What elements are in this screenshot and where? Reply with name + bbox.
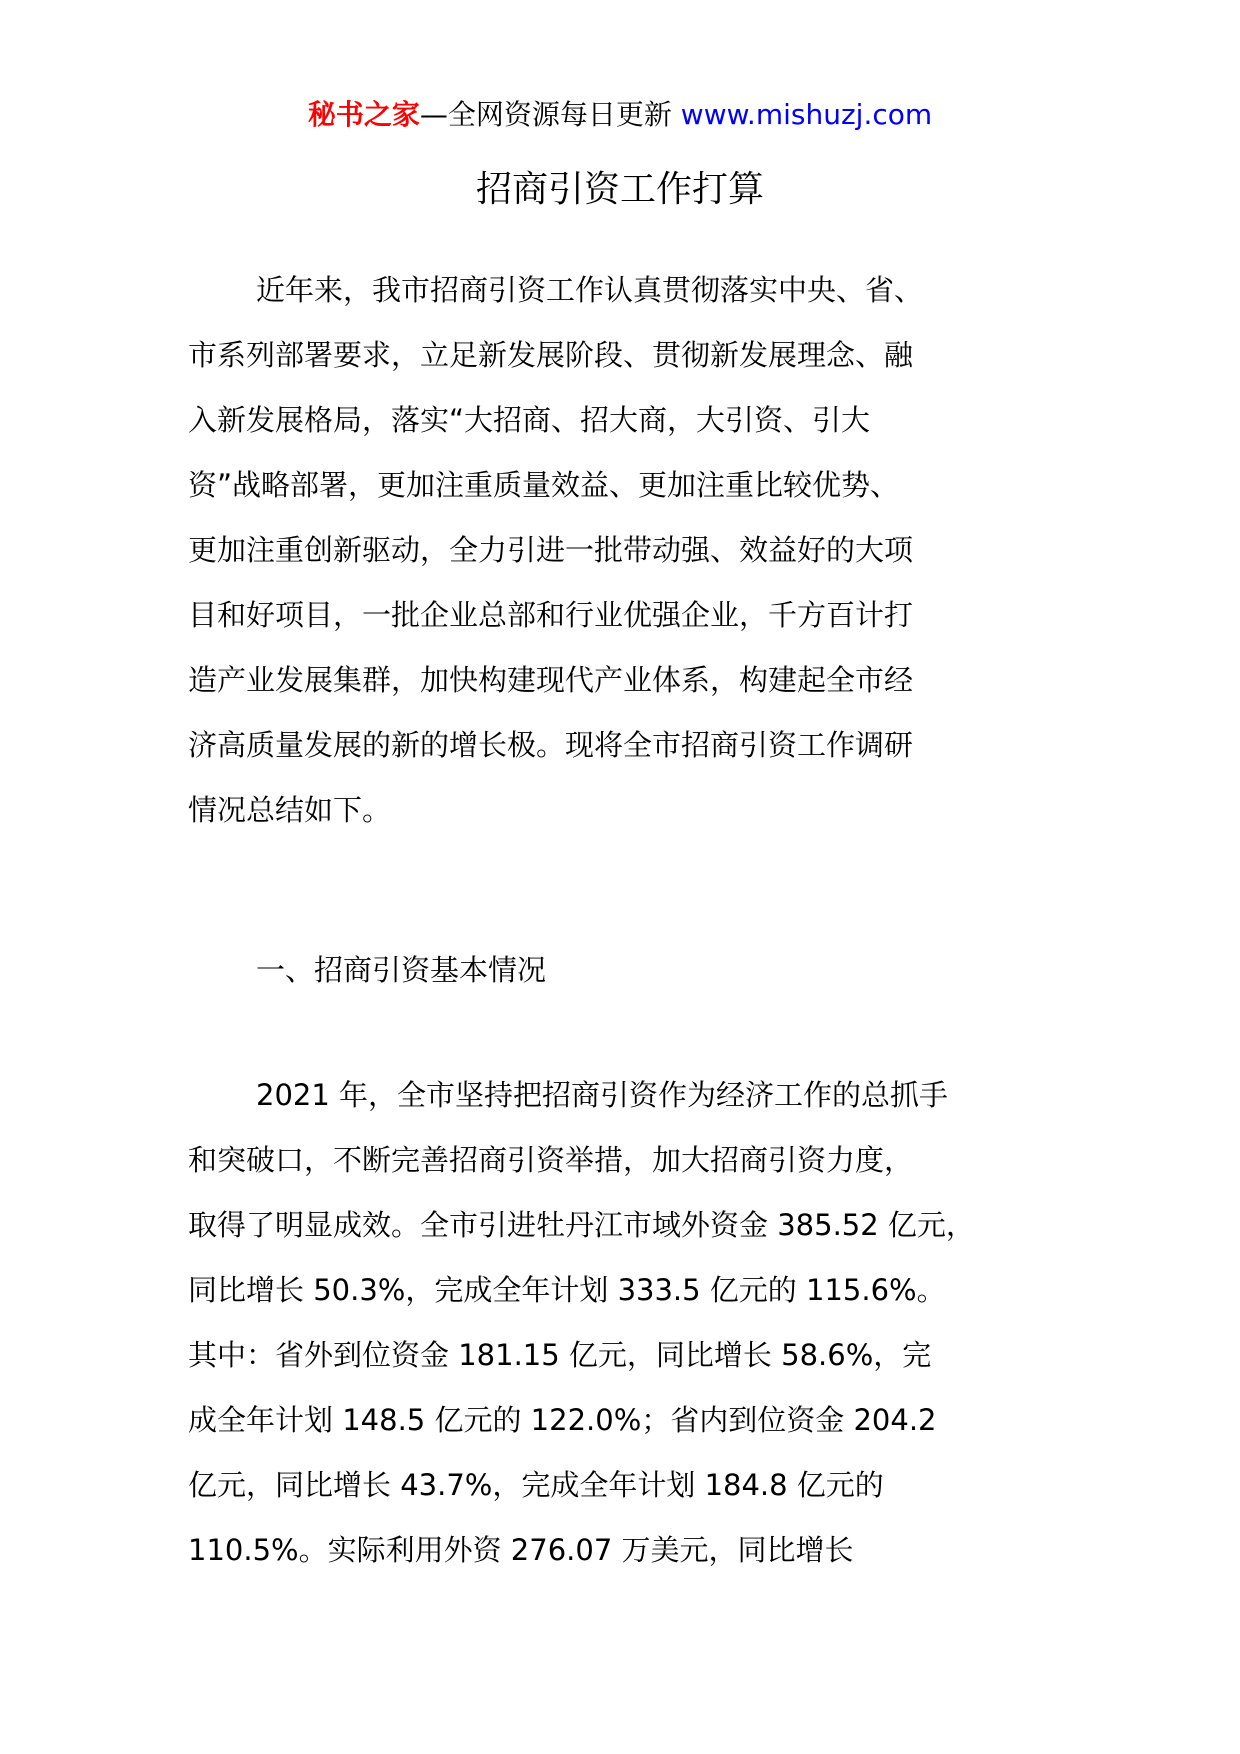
paragraph-line: 110.5%。实际利用外资 276.07 万美元，同比增长 (188, 1533, 854, 1567)
paragraph-line: 2021 年，全市坚持把招商引资作为经济工作的总抓手 (256, 1078, 949, 1112)
section-heading: 一、招商引资基本情况 (256, 953, 547, 987)
paragraph-line: 同比增长 50.3%，完成全年计划 333.5 亿元的 115.6%。 (188, 1273, 946, 1307)
paragraph-line: 其中：省外到位资金 181.15 亿元，同比增长 58.6%，完 (188, 1338, 932, 1372)
brand-name: 秘书之家 (307, 98, 420, 131)
paragraph-line: 和突破口，不断完善招商引资举措，加大招商引资力度， (188, 1143, 914, 1177)
site-header (0, 95, 1240, 135)
paragraph-line: 造产业发展集群，加快构建现代产业体系，构建起全市经 (188, 663, 914, 697)
intro-paragraph (188, 258, 1088, 843)
paragraph-line: 资”战略部署，更加注重质量效益、更加注重比较优势、 (188, 468, 900, 502)
paragraph-line: 更加注重创新驱动，全力引进一批带动强、效益好的大项 (188, 533, 914, 567)
paragraph-line: 目和好项目，一批企业总部和行业优强企业，千方百计打 (188, 598, 914, 632)
paragraph-line: 亿元，同比增长 43.7%，完成全年计划 184.8 亿元的 (188, 1468, 884, 1502)
paragraph-line: 入新发展格局，落实“大招商、招大商，大引资、引大 (188, 403, 871, 437)
section-paragraph (188, 1063, 1088, 1583)
paragraph-line: 情况总结如下。 (188, 793, 392, 827)
paragraph-line: 近年来，我市招商引资工作认真贯彻落实中央、省、 (256, 273, 924, 307)
document-title: 招商引资工作打算 (475, 169, 764, 210)
site-url-link[interactable]: www.mishuzj.com (680, 98, 933, 131)
paragraph-line: 济高质量发展的新的增长极。现将全市招商引资工作调研 (188, 728, 914, 762)
paragraph-line: 成全年计划 148.5 亿元的 122.0%；省内到位资金 204.2 (188, 1403, 937, 1437)
paragraph-line: 市系列部署要求，立足新发展阶段、贯彻新发展理念、融 (188, 338, 914, 372)
paragraph-line: 取得了明显成效。全市引进牡丹江市域外资金 385.52 亿元， (188, 1208, 975, 1242)
header-slogan: —全网资源每日更新 (419, 98, 672, 131)
